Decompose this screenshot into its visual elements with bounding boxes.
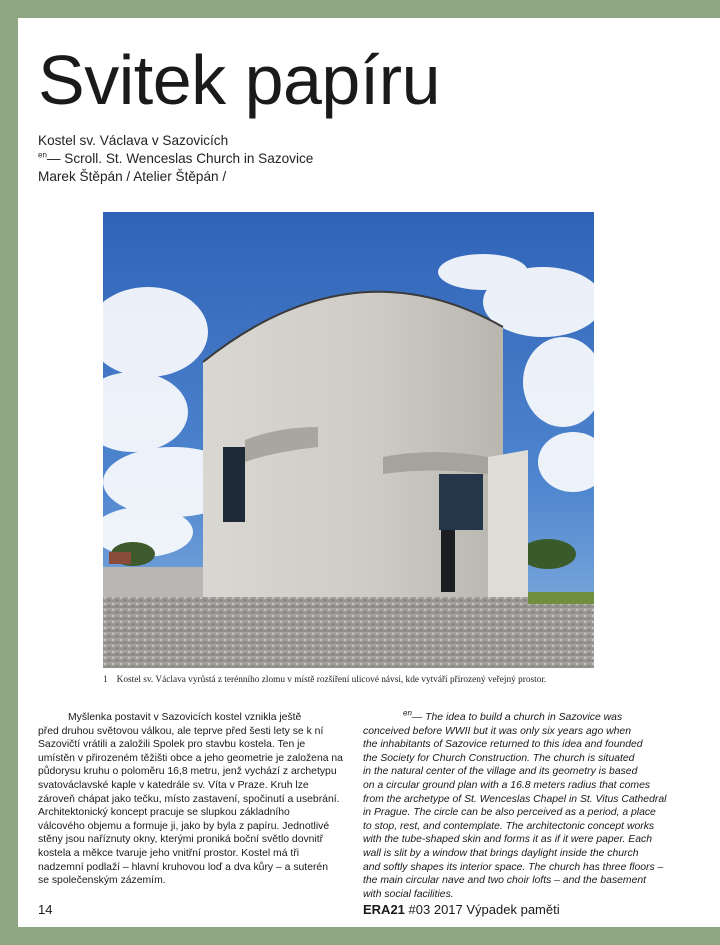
article-subtitles	[38, 132, 313, 186]
text-line: with social facilities.	[363, 888, 454, 900]
text-line: from the archetype of St. Wenceslas Chapel in St. Vitus Cathedral	[363, 793, 667, 805]
text-line: to stop, rest, and contemplate. The architectonic concept works	[363, 820, 655, 832]
text-line: Sazovičtí vrátili a založili Spolek pro stavbu kostela. Ten je	[38, 739, 306, 751]
church-photo	[103, 212, 594, 668]
text-line: in the natural center of the village and its geometry is based	[363, 766, 638, 778]
page-number: 14	[38, 902, 53, 917]
journal-footer	[363, 902, 560, 918]
article-title: Svitek papíru	[38, 41, 441, 119]
text-line: with the tube-shaped skin and forms it as if it were paper. Each	[363, 834, 652, 846]
text-line: zároveň chápat jako tečku, místo zastavení, spočinutí a usebrání.	[38, 793, 340, 805]
figure-caption-text: Kostel sv. Václava vyrůstá z terénního zlomu v místě rozšíření ulicové návsi, kde vytváří přirozený veřejný prostor.	[116, 675, 547, 685]
text-line: the main circular nave and two choir lofts – and the basement	[363, 875, 647, 887]
text-line: se společenským zázemím.	[38, 875, 166, 887]
church-wing	[488, 450, 528, 602]
text-line: and softly shapes its interior space. The church has three floors –	[363, 861, 664, 873]
figure-number: 1	[103, 675, 108, 685]
subtitle-czech: Kostel sv. Václava v Sazovicích	[38, 133, 229, 148]
text-line: the Society for Church Construction. The church is situated	[363, 752, 635, 764]
text-line: wall is slit by a window that brings daylight inside the church	[363, 847, 639, 859]
subtitle-english-text: — Scroll. St. Wenceslas Church in Sazovice	[46, 151, 314, 166]
text-line: kostela a měkce tvaruje jeho vnitřní prostor. Kostel má tři	[38, 847, 300, 859]
text-line: válcového objemu a formuje ji, jako by byla z papíru. Jednotlivé	[38, 820, 330, 832]
text-line: conceived before WWII but it was only six years ago when	[363, 725, 631, 737]
journal-name: ERA21	[363, 902, 405, 917]
text-line-content: — The idea to build a church in Sazovice was	[411, 712, 623, 723]
text-line: svatováclavské kaple v katedrále sv. Víta v Praze. Kruh lze	[38, 779, 309, 791]
text-line: Myšlenka postavit v Sazovicích kostel vznikla ještě	[68, 712, 302, 723]
subtitle-english	[38, 150, 313, 168]
magazine-page	[18, 18, 720, 927]
gravel-square	[103, 597, 594, 668]
english-marker: en	[403, 708, 412, 718]
church-window-right	[439, 474, 483, 530]
body-text-czech	[38, 711, 344, 888]
text-line: umístěn v přirozeném těžišti obce a jeho geometrie je založena na	[38, 752, 343, 764]
text-line: in Prague. The circle can be also perceived as a period, a place	[363, 807, 656, 819]
article-authors: Marek Štěpán / Atelier Štěpán /	[38, 169, 227, 184]
figure-caption	[103, 674, 703, 686]
text-line: před druhou světovou válkou, ale teprve před šesti lety se k ní	[38, 725, 324, 737]
english-marker: en	[38, 150, 47, 160]
text-line	[363, 708, 693, 725]
text-line: půdorysu kruhu o poloměru 16,8 metru, jenž vychází z archetypu	[38, 766, 337, 778]
text-line: on a circular ground plan with a 16.8 meters radius that comes	[363, 779, 651, 791]
text-line: Architektonický koncept pracuje se slupkou základního	[38, 807, 290, 819]
church-door	[441, 530, 455, 592]
text-line: nadzemní podlaží – hlavní kruhovou loď a dva kůry – a suterén	[38, 861, 328, 873]
text-line: the inhabitants of Sazovice returned to this idea and founded	[363, 739, 643, 751]
text-line: stěny jsou naříznuty okny, kterými proniká boční světlo dovnitř	[38, 834, 324, 846]
journal-issue: #03 2017 Výpadek paměti	[408, 902, 560, 917]
body-text-english	[363, 708, 693, 901]
church-window-left	[223, 447, 245, 522]
